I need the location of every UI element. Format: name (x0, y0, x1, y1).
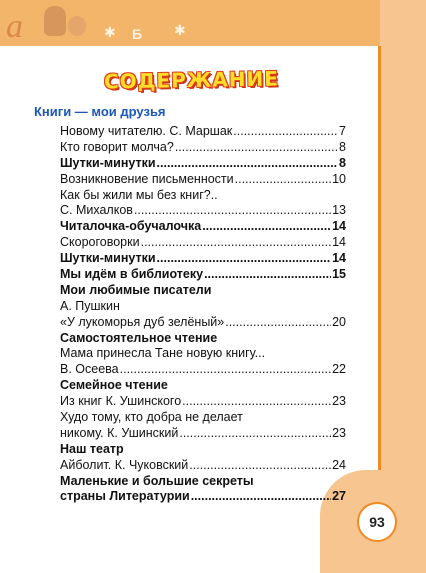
toc-entry (60, 283, 346, 299)
toc-leader-dots (235, 172, 331, 188)
toc-entry-title: В. Осеева (60, 362, 119, 377)
toc-entry-title: Шутки-минутки (60, 251, 156, 266)
toc-entry-title: Мои любимые писатели (60, 282, 212, 297)
toc-entry (60, 188, 346, 204)
toc-entry-title: Наш театр (60, 441, 124, 456)
toc-leader-dots (191, 489, 331, 505)
toc-entry-title: Читалочка-обучалочка (60, 219, 202, 234)
decor-letter: а (6, 8, 23, 45)
toc-entry (60, 251, 346, 267)
toc-leader-dots (202, 219, 331, 235)
toc-entry (60, 331, 346, 347)
toc-leader-dots (157, 251, 332, 267)
toc-entry (60, 489, 346, 505)
toc-leader-dots (134, 203, 331, 219)
toc-entry (60, 458, 346, 474)
toc-entry-title: Скороговорки (60, 235, 140, 250)
page-title: СОДЕРЖАНИЕ (103, 66, 280, 94)
toc-entry-page: 22 (332, 362, 346, 377)
toc-entry (60, 426, 346, 442)
toc-entry-title: никому. К. Ушинский (60, 425, 179, 440)
toc-entry-page: 8 (339, 155, 346, 170)
toc-entry (60, 378, 346, 394)
toc-leader-dots (120, 362, 331, 378)
toc-entry-page: 14 (332, 251, 346, 266)
ornament-star-icon: ✱ (104, 24, 116, 40)
toc-entry-title: «У лукоморья дуб зелёный» (60, 314, 225, 329)
toc-entry-page: 8 (339, 139, 346, 154)
toc-leader-dots (225, 315, 331, 331)
table-of-contents (60, 124, 346, 505)
toc-entry-title: Шутки-минутки (60, 155, 156, 170)
jug-illustration (44, 6, 66, 36)
header-decor-band (0, 0, 380, 46)
toc-entry-title: Мама принесла Тане новую книгу... (60, 346, 266, 361)
toc-entry-page: 14 (332, 235, 346, 250)
toc-entry-title: Самостоятельное чтение (60, 330, 218, 345)
toc-leader-dots (179, 426, 331, 442)
section-heading: Книги — мои друзья (34, 104, 166, 119)
toc-entry (60, 140, 346, 156)
toc-entry-title: Новому читателю. С. Маршак (60, 124, 233, 138)
toc-entry (60, 203, 346, 219)
toc-entry-title: Из книг К. Ушинского (60, 394, 182, 409)
ornament-letter: Б (132, 26, 143, 42)
toc-entry (60, 474, 346, 490)
toc-entry (60, 172, 346, 188)
toc-entry-page: 15 (332, 267, 346, 282)
ornament-star-icon: ✱ (174, 22, 186, 38)
toc-entry-page: 7 (339, 124, 346, 138)
toc-leader-dots (182, 394, 331, 410)
toc-entry (60, 235, 346, 251)
toc-leader-dots (157, 156, 339, 172)
toc-entry (60, 362, 346, 378)
toc-entry-title: Мы идём в библиотеку (60, 267, 204, 282)
toc-entry-title: Возникновение письменности (60, 171, 234, 186)
toc-leader-dots (204, 267, 331, 283)
toc-entry-title: Как бы жили мы без книг?.. (60, 187, 218, 202)
page-number: 93 (357, 502, 397, 542)
toc-entry-title: А. Пушкин (60, 298, 120, 313)
toc-entry-title: Айболит. К. Чуковский (60, 457, 189, 472)
toc-entry-title: Маленькие и большие секреты (60, 473, 254, 488)
toc-entry (60, 442, 346, 458)
toc-leader-dots (233, 124, 338, 140)
toc-entry-page: 27 (332, 489, 346, 504)
toc-entry-page: 14 (332, 219, 346, 234)
toc-entry-page: 23 (332, 394, 346, 409)
toc-entry-title: С. Михалков (60, 203, 133, 218)
toc-leader-dots (189, 458, 331, 474)
toc-entry-title: Семейное чтение (60, 378, 168, 393)
toc-entry (60, 156, 346, 172)
toc-entry (60, 410, 346, 426)
toc-entry (60, 219, 346, 235)
right-divider-line (378, 46, 381, 506)
toc-entry-page: 13 (332, 203, 346, 218)
toc-entry-title: страны Литературии (60, 489, 190, 504)
toc-entry-title: Кто говорит молча? (60, 139, 174, 154)
pot-illustration (68, 16, 86, 36)
toc-leader-dots (141, 235, 332, 251)
toc-entry (60, 124, 346, 140)
toc-entry-page: 24 (332, 457, 346, 472)
toc-entry (60, 315, 346, 331)
toc-leader-dots (175, 140, 338, 156)
toc-entry-page: 23 (332, 425, 346, 440)
toc-entry-title: Худо тому, кто добра не делает (60, 410, 243, 425)
toc-entry (60, 299, 346, 315)
toc-entry-page: 20 (332, 314, 346, 329)
toc-entry-page: 10 (332, 171, 346, 186)
toc-entry (60, 346, 346, 362)
toc-entry (60, 267, 346, 283)
toc-entry (60, 394, 346, 410)
